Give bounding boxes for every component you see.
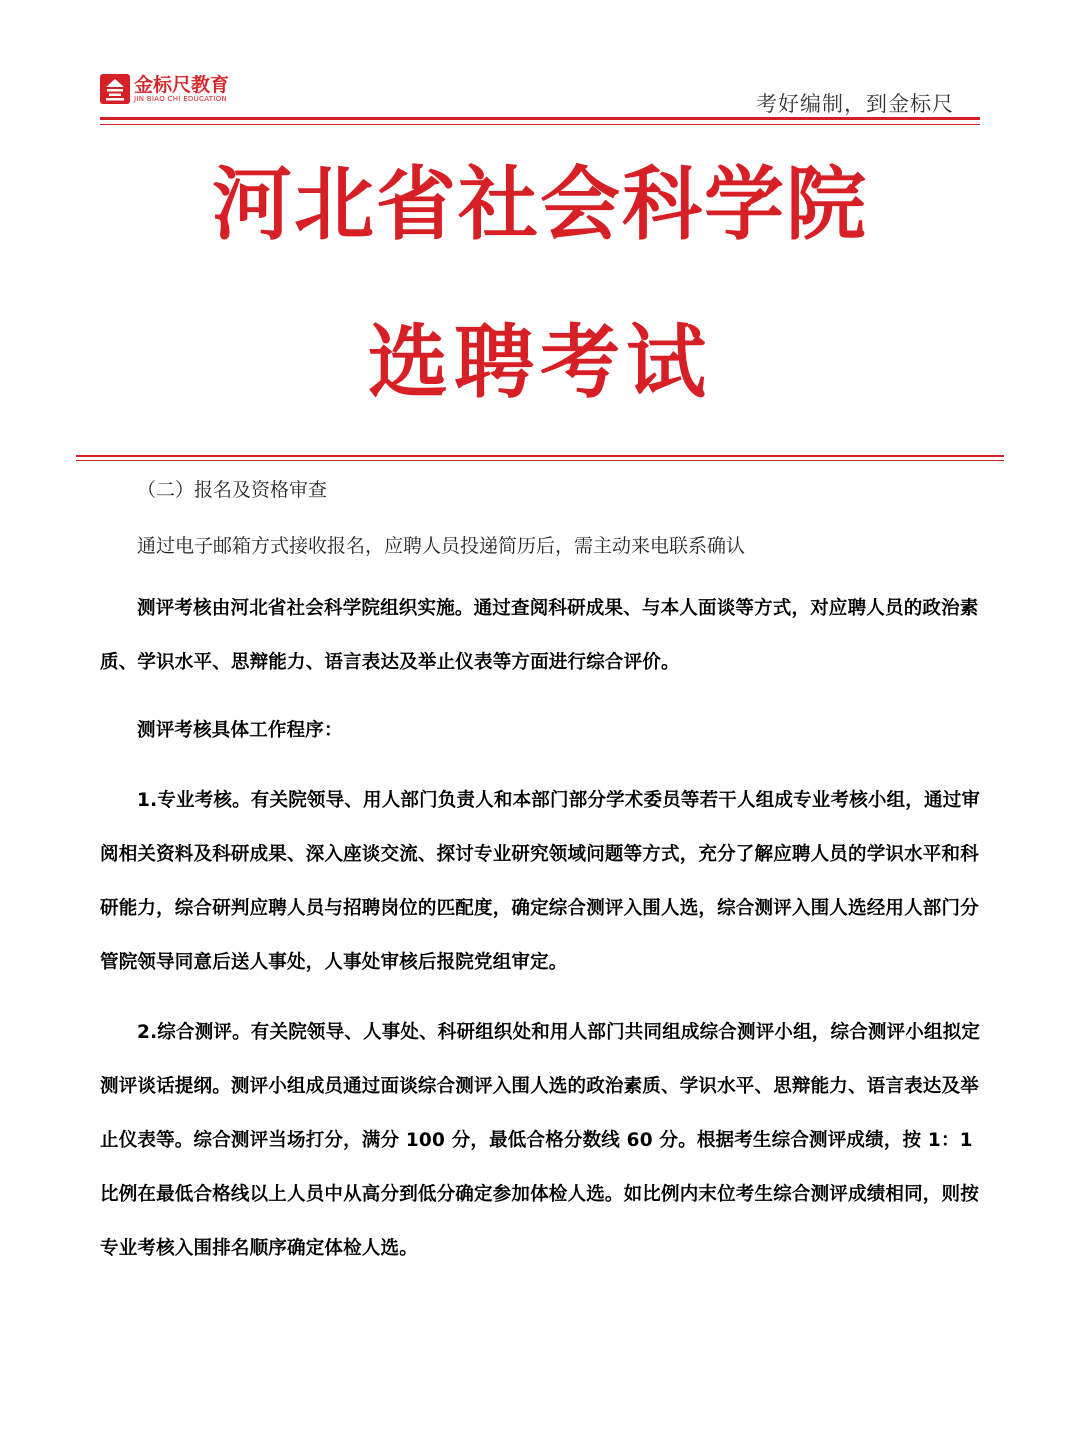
title-divider-thin [76, 460, 1004, 461]
evaluation-paragraph: 测评考核由河北省社会科学院组织实施。通过查阅科研成果、与本人面谈等方式，对应聘人员的政治素质、学识水平、思辩能力、语言表达及举止仪表等方面进行综合评价。 [100, 598, 979, 673]
logo-mark-icon [100, 74, 130, 104]
page-title: 河北省社会科学院 [212, 158, 868, 251]
document-body [100, 474, 986, 1276]
section-heading: （二）报名及资格审查 [137, 479, 328, 501]
logo-name: 金标尺教育 [134, 73, 230, 96]
procedure-item-2: 2.综合测评。有关院领导、人事处、科研组织处和用人部门共同组成综合测评小组，综合测评小组拟定测评谈话提纲。测评小组成员通过面谈综合测评入围人选的政治素质、学识水平、思辩能力、语言表达及举止仪表等。综合测评当场打分，满分 100 分，最低合格分数线 60 分。根据考生综合测评成绩，按 1：1 比例在最低合格线以上人员中从高分到低分确定参加体检人选。如比例内末位考生综合测评成绩相同，则按专业考核入围排名顺序确定体检人选。 [100, 1022, 981, 1259]
header-divider-thin [100, 124, 980, 125]
header-divider [100, 117, 980, 120]
title-divider [76, 455, 1004, 457]
logo-subtitle: JIN BIAO CHI EDUCATION [134, 94, 228, 103]
procedure-item-1: 1.专业考核。有关院领导、用人部门负责人和本部门部分学术委员等若干人组成专业考核小组，通过审阅相关资料及科研成果、深入座谈交流、探讨专业研究领域问题等方式，充分了解应聘人员的学识水平和科研能力，综合研判应聘人员与招聘岗位的匹配度，确定综合测评入围人选，综合测评入围人选经用人部门分管院领导同意后送人事处，人事处审核后报院党组审定。 [100, 790, 981, 973]
page-header [100, 74, 980, 130]
page-subtitle: 选聘考试 [368, 316, 712, 409]
intro-paragraph: 通过电子邮箱方式接收报名，应聘人员投递简历后，需主动来电联系确认 [137, 535, 746, 557]
procedure-heading: 测评考核具体工作程序： [137, 720, 343, 741]
header-slogan: 考好编制，到金标尺 [756, 92, 954, 116]
brand-logo [100, 74, 229, 104]
